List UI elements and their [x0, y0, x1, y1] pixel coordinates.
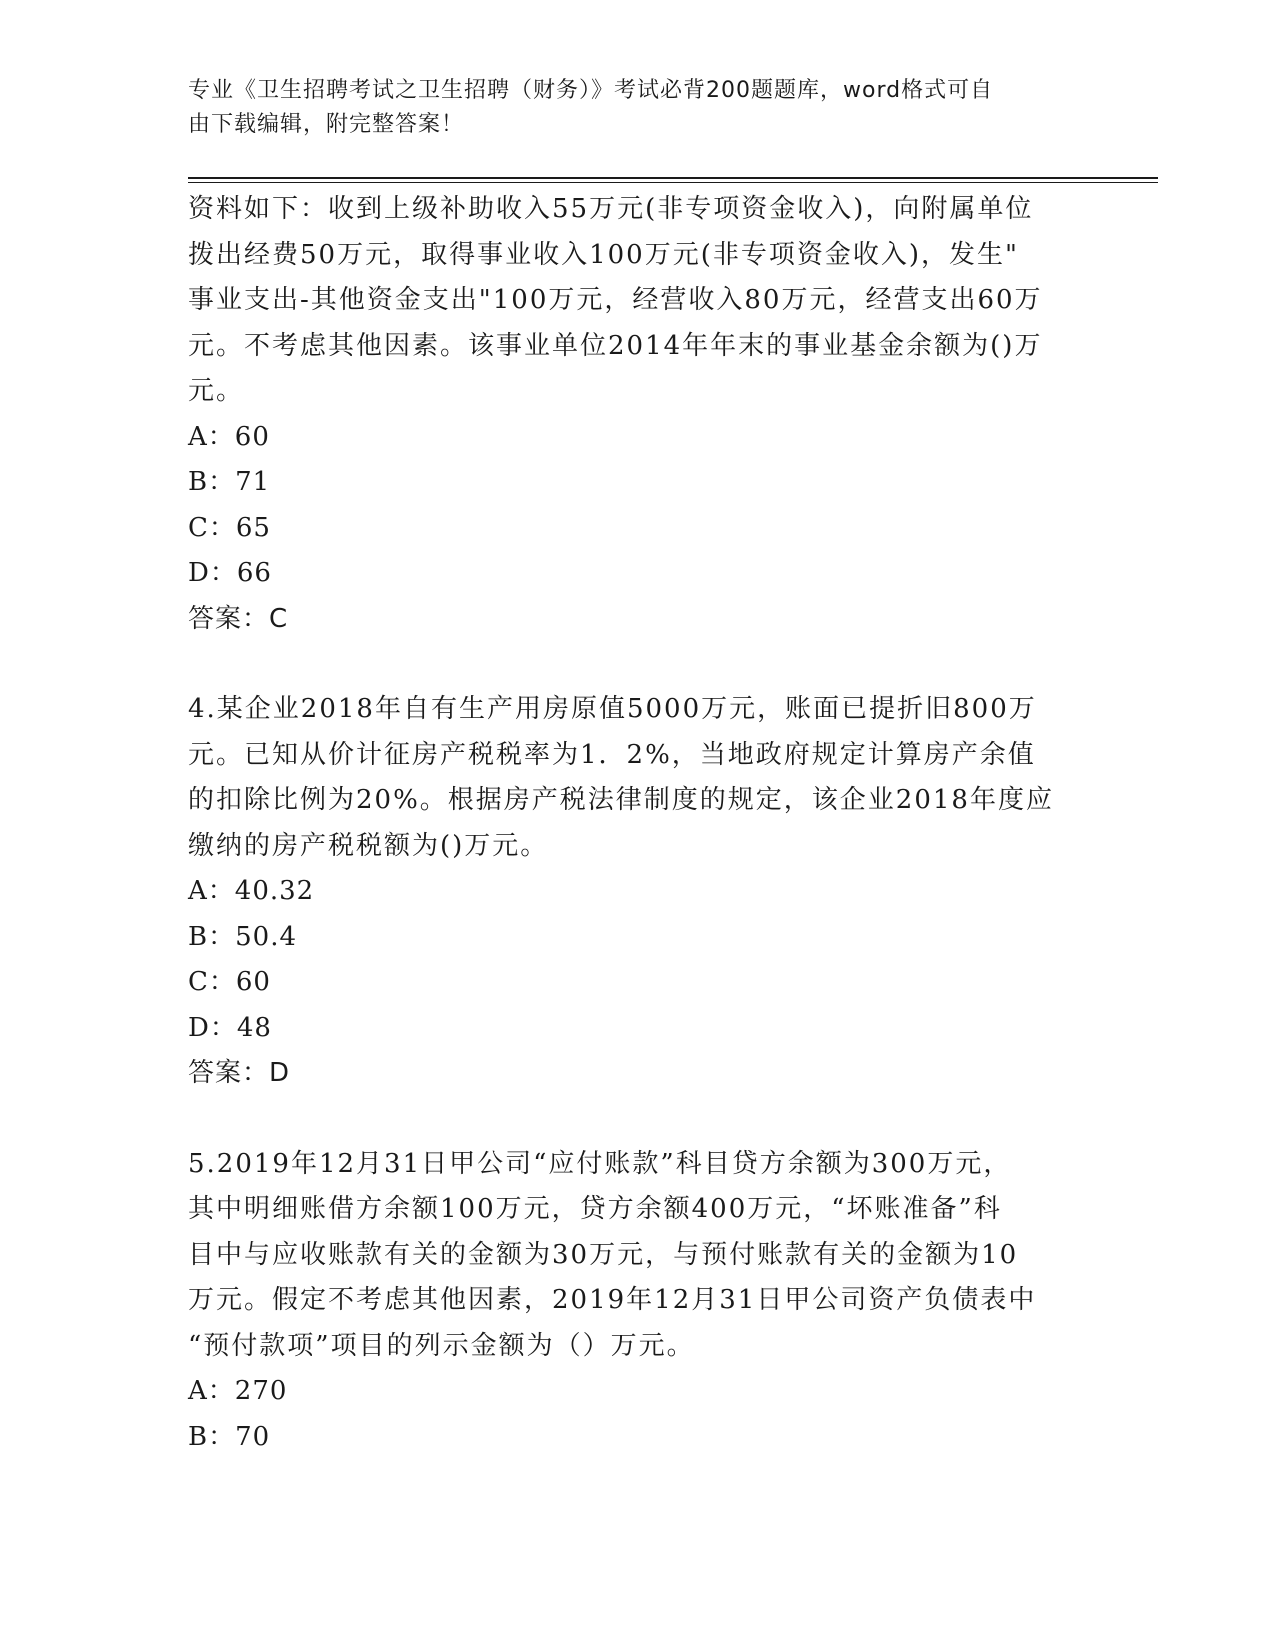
header-line-1: 专业《卫生招聘考试之卫生招聘（财务）》考试必背200题题库，word格式可自 [188, 78, 994, 103]
header-divider-thick [188, 177, 1158, 179]
question-text-line: 目中与应收账款有关的金额为30万元，与预付账款有关的金额为10 [188, 1239, 1019, 1270]
question-text-line: 缴纳的房产税税额为()万元。 [188, 830, 549, 861]
option-a: A：270 [188, 1376, 288, 1406]
spacer [188, 1097, 1088, 1142]
question-text-line: 元。 [188, 376, 245, 406]
header-divider-thin [188, 182, 1158, 183]
question-text-line: 资料如下：收到上级补助收入55万元(非专项资金收入)，向附属单位 [188, 194, 1034, 224]
question-text-line: “预付款项”项目的列示金额为（）万元。 [188, 1330, 695, 1361]
option-c: C：60 [188, 967, 271, 997]
question-text-line: 其中明细账借方余额100万元，贷方余额400万元，“坏账准备”科 [188, 1194, 1002, 1224]
question-list [188, 187, 1088, 1460]
header-line-2: 由下载编辑，附完整答案！ [188, 112, 465, 137]
question-text-line: 的扣除比例为20%。根据房产税法律制度的规定，该企业2018年度应 [188, 785, 1054, 815]
option-b: B：70 [188, 1421, 271, 1452]
document-header [188, 74, 1088, 142]
question-text-line: 4.某企业2018年自有生产用房原值5000万元，账面已提折旧800万 [188, 694, 1037, 724]
option-a: A：40.32 [188, 876, 315, 906]
option-a: A：60 [188, 421, 270, 452]
question-text-line: 5.2019年12月31日甲公司“应付账款”科目贷方余额为300万元， [188, 1148, 1012, 1179]
question-text-line: 拨出经费50万元，取得事业收入100万元(非专项资金收入)，发生" [188, 239, 1019, 270]
question-text-line: 万元。假定不考虑其他因素，2019年12月31日甲公司资产负债表中 [188, 1285, 1037, 1315]
option-b: B：50.4 [188, 921, 297, 952]
option-d: D：66 [188, 558, 272, 588]
question-text-line: 事业支出-其他资金支出"100万元，经营收入80万元，经营支出60万 [188, 285, 1043, 315]
question-block [188, 187, 1088, 642]
option-b: B：71 [188, 467, 271, 497]
question-text-line: 元。已知从价计征房产税税率为1．2%，当地政府规定计算房产余值 [188, 739, 1036, 770]
answer-line: 答案：C [188, 603, 289, 634]
option-c: C：65 [188, 512, 271, 543]
question-block [188, 1142, 1088, 1461]
spacer [188, 642, 1088, 687]
answer-line: 答案：D [188, 1058, 291, 1088]
question-text-line: 元。不考虑其他因素。该事业单位2014年年末的事业基金余额为()万 [188, 330, 1043, 361]
question-block [188, 687, 1088, 1097]
option-d: D：48 [188, 1012, 272, 1043]
